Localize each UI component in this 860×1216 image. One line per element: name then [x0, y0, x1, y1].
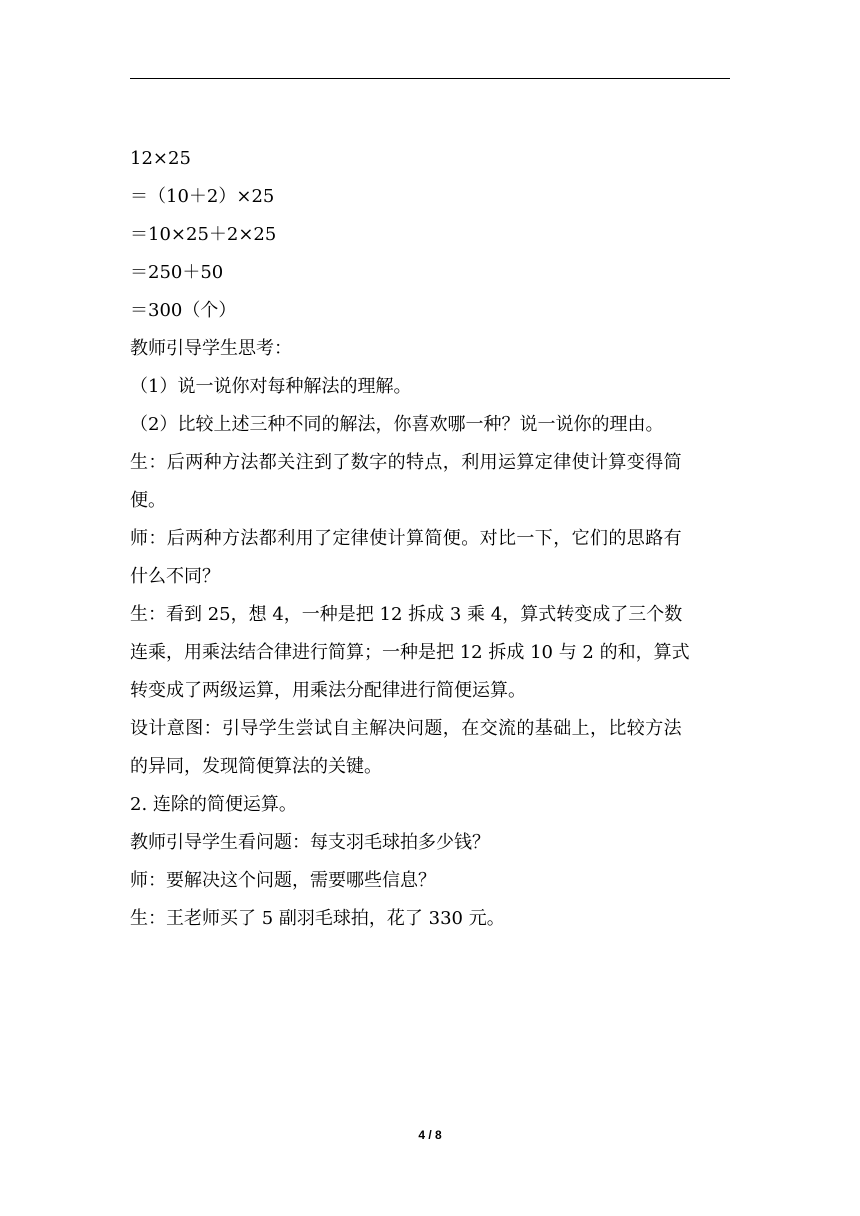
paragraph-line: 设计意图：引导学生尝试自主解决问题，在交流的基础上，比较方法: [130, 718, 682, 739]
paragraph-line: 便。: [130, 490, 166, 511]
paragraph-line: 师：要解决这个问题，需要哪些信息？: [130, 870, 436, 891]
equation-line: ＝10×25＋2×25: [130, 224, 277, 245]
paragraph-line: 师：后两种方法都利用了定律使计算简便。对比一下，它们的思路有: [130, 528, 682, 549]
question-item: （1）说一说你对每种解法的理解。: [130, 376, 412, 397]
paragraph-line: 教师引导学生思考：: [130, 338, 292, 359]
paragraph-line: 教师引导学生看问题：每支羽毛球拍多少钱？: [130, 832, 490, 853]
paragraph-line: 生：看到 25，想 4，一种是把 12 拆成 3 乘 4，算式转变成了三个数: [130, 604, 683, 625]
paragraph-line: 转变成了两级运算，用乘法分配律进行简便运算。: [130, 680, 526, 701]
paragraph-line: 生：王老师买了 5 副羽毛球拍，花了 330 元。: [130, 908, 505, 929]
paragraph-line: 什么不同？: [130, 566, 220, 587]
document-body: [130, 140, 730, 938]
page-number: 4 / 8: [418, 1128, 442, 1142]
equation-line: ＝300（个）: [130, 300, 237, 321]
equation-line: ＝250＋50: [130, 262, 224, 283]
paragraph-line: 连乘，用乘法结合律进行简算；一种是把 12 拆成 10 与 2 的和，算式: [130, 642, 690, 663]
equation-line: ＝（10＋2）×25: [130, 186, 275, 207]
paragraph-line: 生：后两种方法都关注到了数字的特点，利用运算定律使计算变得简: [130, 452, 682, 473]
question-item: （2）比较上述三种不同的解法，你喜欢哪一种？说一说你的理由。: [130, 414, 664, 435]
section-heading: 2. 连除的简便运算。: [130, 794, 297, 815]
paragraph-line: 的异同，发现简便算法的关键。: [130, 756, 382, 777]
header-rule: [130, 78, 730, 79]
equation-line: 12×25: [130, 148, 191, 169]
